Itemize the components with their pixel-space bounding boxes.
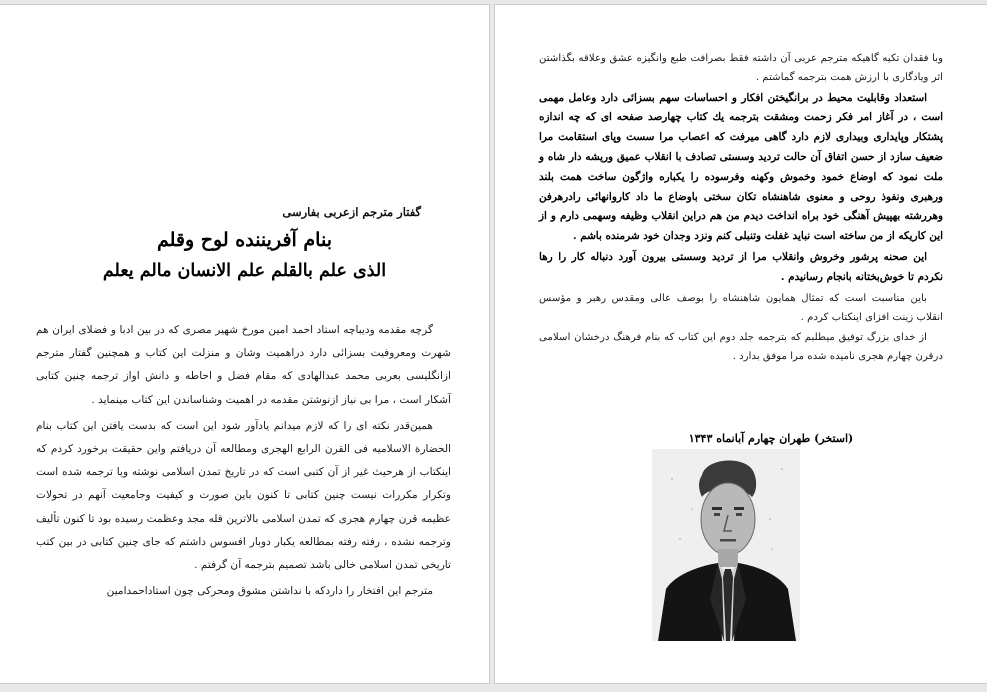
paragraph: مترجم این افتخار را داردکه با نداشتن مشوق ومحرکی چون استاداحمدامین: [106, 585, 433, 598]
paragraph: گرچه مقدمه ودیباچه استاد احمد امین مورخ شهیر مصری که در بین ادبا و فضلای ایران هم شهرت ومعروفیت بسزائی دارد دراهمیت وشان و منزلت این کتاب و همچنین گفتار مترجم ازانگلیسی بعربی محمد عبدالهادی که مقام فضل و احاطه و دانش اواز ترجمه چنین کتابی آشکار است ، مرا بی نیاز ازنوشتن مقدمه در اهمیت وشناساندن این کتاب مینماید .: [36, 324, 451, 406]
translator-preface-heading: گفتار مترجم ازعربی بفارسی: [282, 205, 421, 219]
paragraph: باین مناسبت است که تمثال همایون شاهنشاه را بوصف عالی ومقدس رهبر و مؤسس انقلاب زینت افزای اینکتاب کردم .: [539, 292, 943, 323]
paragraph-bold: استعداد وقابلیت محیط در برانگیختن افکار و احساسات سهم بسزائی دارد وعامل مهمی است ، در آغاز امر فکر زحمت ومشقت بترجمه یك کتاب چهارصد صفحه ای که چه اندازه پشتکار وپایداری وبیداری لازم دارد گاهی میرفت که اعصاب مرا سست وپای استقامت مرا ضعیف سازد از حسن اتفاق آن حالت تردید وسستی تصادف با انقلاب عمیق وریشه دار شاه و ملت نمود که اوضاع خمود وخموش وکهنه وفرسوده را یکباره واژگون ساخت همت بلند ورهبری ونفوذ روحی و معنوی شاهنشاه تکان سختی باوضاع ما داد کاروانهائی رادرهرفن وهررشته بهپیش آهنگی خود براه انداخت دیدم من هم دراین انقلاب وظیفه وسهمی دارم و از این کاریکه از من ساخته است نباید غفلت وتنبلی کنم ونزد وجدان خود شرمنده باشم .: [539, 91, 943, 243]
left-body-text: [36, 319, 451, 606]
signature-date-line: (استخر) طهران چهارم آبانماه ۱۳۴۳: [688, 432, 854, 445]
portrait-photo: [652, 449, 800, 641]
basmala-title: بنام آفریننده لوح وقلم: [156, 229, 332, 251]
document-page-right: [494, 4, 987, 684]
paragraph: از خدای بزرگ توفیق میطلبم که بترجمه جلد دوم این کتاب که بنام فرهنگ درخشان اسلامی درقرن چهارم هجری نامیده شده مرا موفق بدارد .: [539, 332, 943, 363]
quran-verse-title: الذی علم بالقلم علم الانسان مالم یعلم: [102, 261, 387, 281]
paragraph: همین‌قدر نکته ای را که لازم میدانم یادآور شود این است که بدست یافتن این کتاب بنام الحضارة الاسلامیه فی القرن الرابع الهجری ومطالعه آن دریافتم واین حقیقت برخورد کردم که اینکتاب از هرحیث غیر از آن کتبی است که در تاریخ تمدن اسلامی نوشته ویا ترجمه شده است وتکرار مکررات نیست چنین کتابی تا کنون باین صورت و کیفیت وجامعیت آنهم در تحولات عظیمه قرن چهارم هجری که تمدن اسلامی بالاترین قله مجد وعظمت رسیده بود تا کنون تألیف وترجمه نشده ، رفته رفته بمطالعه یکبار دوبار افسوس داشتم که جای چنین کتابی در بین کتب تاریخی تمدن اسلامی خالی باشد تصمیم بترجمه آن گرفتم .: [36, 419, 451, 572]
right-body-text: [539, 49, 943, 368]
paragraph-bold: این صحنه پرشور وخروش وانقلاب مرا از تردید وسستی بیرون آورد دنباله کار را رها نکردم تا خوش‌بختانه بانجام رسانیدم .: [539, 250, 943, 283]
paragraph: وبا فقدان تکیه گاهیکه مترجم عربی آن داشته فقط بصرافت طبع وانگیزه عشق وعلاقه بگذاشتن اثر ویادگاری با ارزش همت بترجمه گماشتم .: [539, 53, 943, 84]
document-page-left: [0, 4, 490, 684]
